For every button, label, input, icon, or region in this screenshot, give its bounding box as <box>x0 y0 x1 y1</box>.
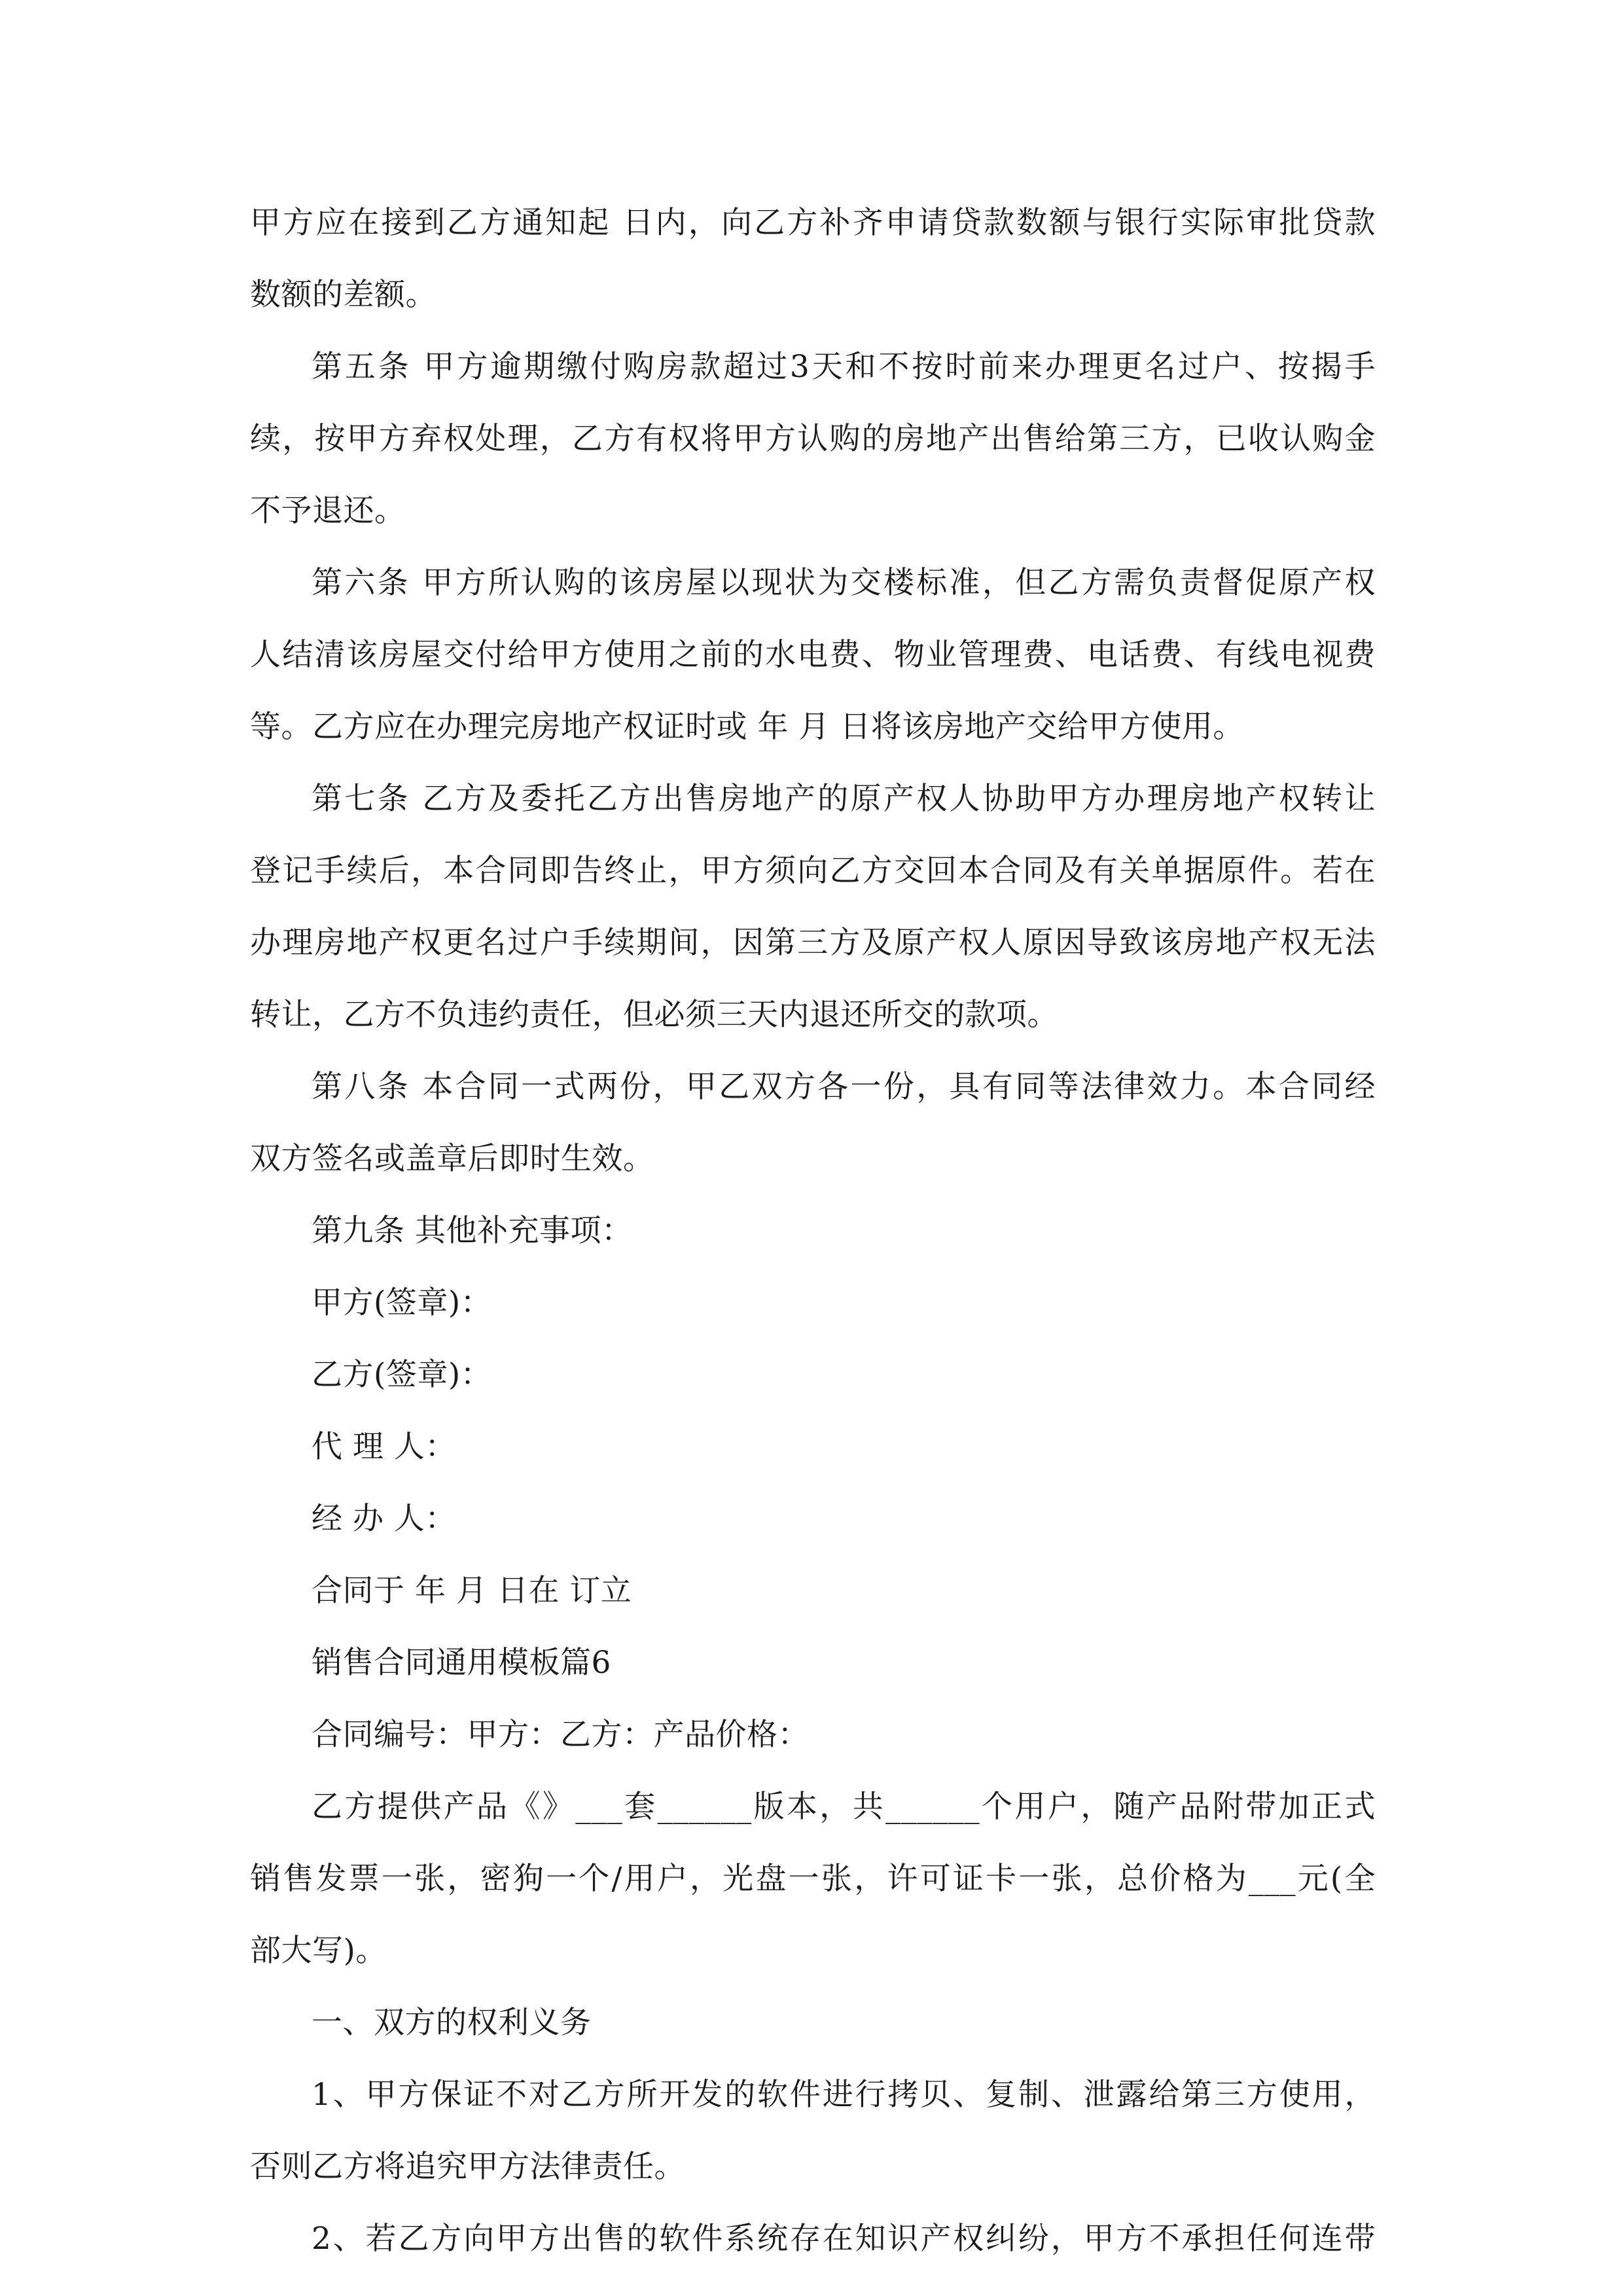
article-5-line: 第五条 甲方逾期缴付购房款超过3天和不按时前来办理更名过户、按揭手 <box>312 349 1376 385</box>
article-8-line: 第八条 本合同一式两份，甲乙双方各一份，具有同等法律效力。本合同经 <box>312 1069 1376 1105</box>
text-line: 人结清该房屋交付给甲方使用之前的水电费、物业管理费、电话费、有线电视费 <box>250 637 1376 673</box>
text-line: 转让，乙方不负违约责任，但必须三天内退还所交的款项。 <box>250 997 1058 1033</box>
text-line: 销售发票一张，密狗一个/用户，光盘一张，许可证卡一张，总价格为___元(全 <box>250 1861 1376 1897</box>
text-line: 双方签名或盖章后即时生效。 <box>250 1141 654 1177</box>
text-line: 登记手续后，本合同即告终止，甲方须向乙方交回本合同及有关单据原件。若在 <box>250 853 1376 889</box>
article-7-line: 第七条 乙方及委托乙方出售房地产的原产权人协助甲方办理房地产权转让 <box>312 781 1376 817</box>
text-line: 甲方应在接到乙方通知起 日内，向乙方补齐申请贷款数额与银行实际审批贷款 <box>250 205 1376 241</box>
article-6-line: 第六条 甲方所认购的该房屋以现状为交楼标准，但乙方需负责督促原产权 <box>312 565 1376 601</box>
text-line: 否则乙方将追究甲方法律责任。 <box>250 2149 685 2185</box>
text-line: 部大写)。 <box>250 1933 387 1969</box>
contract-header-line: 合同编号：甲方：乙方：产品价格： <box>312 1717 809 1753</box>
contract-date-line: 合同于 年 月 日在 订立 <box>312 1573 632 1609</box>
clause-1-line: 1、甲方保证不对乙方所开发的软件进行拷贝、复制、泄露给第三方使用， <box>312 2077 1376 2113</box>
text-line: 等。乙方应在办理完房地产权证时或 年 月 日将该房地产交给甲方使用。 <box>250 709 1244 745</box>
text-line: 办理房地产权更名过户手续期间，因第三方及原产权人原因导致该房地产权无法 <box>250 925 1376 961</box>
section-heading: 销售合同通用模板篇6 <box>312 1645 611 1681</box>
party-a-signature-line: 甲方(签章)： <box>312 1285 492 1321</box>
text-line: 不予退还。 <box>250 493 406 529</box>
handler-line: 经 办 人： <box>312 1501 456 1537</box>
text-line: 续，按甲方弃权处理，乙方有权将甲方认购的房地产出售给第三方，已收认购金 <box>250 421 1376 457</box>
agent-line: 代 理 人： <box>312 1429 456 1465</box>
text-line: 数额的差额。 <box>250 277 437 313</box>
party-b-signature-line: 乙方(签章)： <box>312 1357 492 1393</box>
clause-2-line: 2、若乙方向甲方出售的软件系统存在知识产权纠纷，甲方不承担任何连带 <box>312 2221 1376 2257</box>
document-body <box>250 187 1376 2275</box>
clause-heading: 一、双方的权利义务 <box>312 2005 592 2041</box>
article-9-line: 第九条 其他补充事项： <box>312 1213 633 1249</box>
product-line: 乙方提供产品《》___套______版本，共______个用户，随产品附带加正式 <box>312 1789 1376 1825</box>
